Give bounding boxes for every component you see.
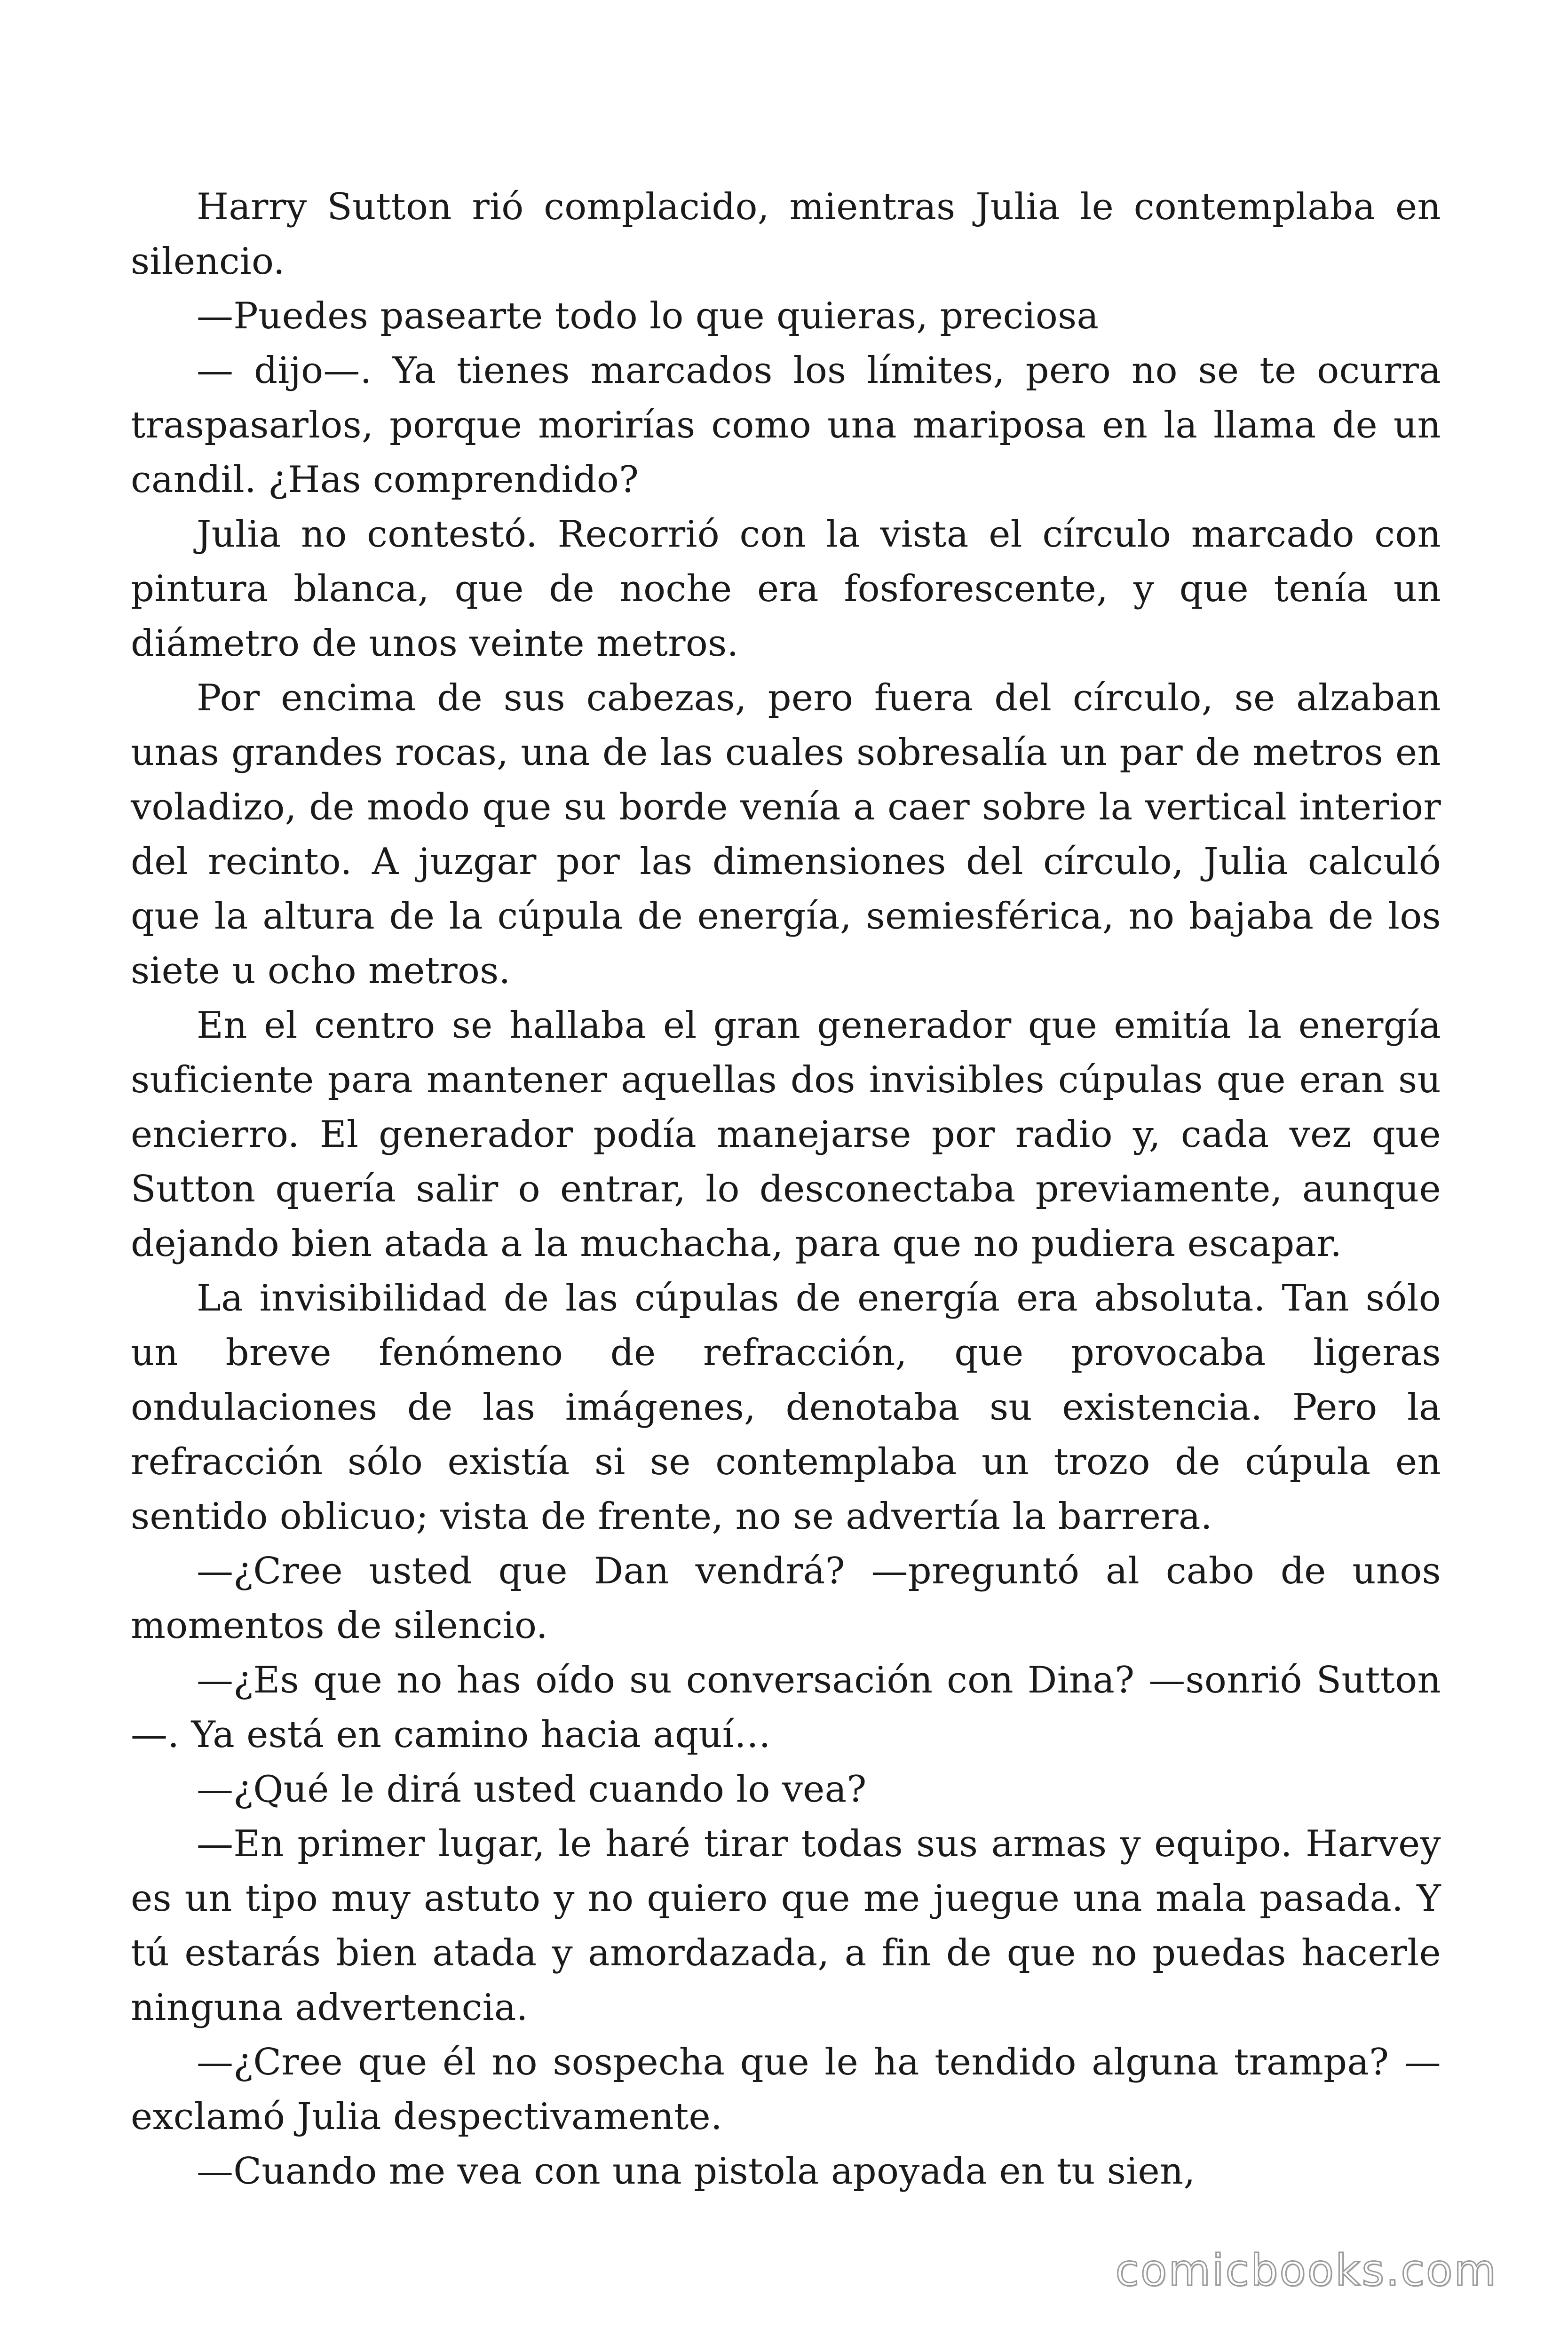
paragraph-8: —¿Cree usted que Dan vendrá? —preguntó al cabo de unos momentos de silencio. bbox=[131, 1550, 1441, 1647]
paragraph-3: — dijo—. Ya tienes marcados los límites, pero no se te ocurra traspasarlos, porque morirías como una mariposa en la llama de un candil. ¿Has comprendido? bbox=[131, 350, 1441, 501]
book-page-text bbox=[131, 180, 1441, 2199]
paragraph-1: Harry Sutton rió complacido, mientras Julia le contemplaba en silencio. bbox=[131, 186, 1441, 283]
paragraph-4: Julia no contestó. Recorrió con la vista el círculo marcado con pintura blanca, que de noche era fosforescente, y que tenía un diámetro de unos veinte metros. bbox=[131, 513, 1441, 665]
paragraph-10: —¿Qué le dirá usted cuando lo vea? bbox=[197, 1768, 867, 1811]
paragraph-13: —Cuando me vea con una pistola apoyada en tu sien, bbox=[197, 2150, 1196, 2193]
paragraph-9: —¿Es que no has oído su conversación con Dina? —sonrió Sutton—. Ya está en camino hacia aquí… bbox=[131, 1659, 1441, 1756]
paragraph-11: —En primer lugar, le haré tirar todas sus armas y equipo. Harvey es un tipo muy astuto y no quiero que me juegue una mala pasada. Y tú estarás bien atada y amordazada, a fin de que no puedas hacerle ninguna advertencia. bbox=[131, 1823, 1441, 2029]
watermark: comicbooks.com bbox=[1115, 2245, 1497, 2296]
paragraph-2: —Puedes pasearte todo lo que quieras, preciosa bbox=[197, 295, 1099, 337]
paragraph-6: En el centro se hallaba el gran generador que emitía la energía suficiente para mantener aquellas dos invisibles cúpulas que eran su encierro. El generador podía manejarse por radio y, cada vez que Sutton quería salir o entrar, lo desconectaba previamente, aunque dejando bien atada a la muchacha, para que no pudiera escapar. bbox=[131, 1004, 1441, 1265]
paragraph-7: La invisibilidad de las cúpulas de energía era absoluta. Tan sólo un breve fenómeno de refracción, que provocaba ligeras ondulaciones de las imágenes, denotaba su existencia. Pero la refracción sólo existía si se contemplaba un trozo de cúpula en sentido oblicuo; vista de frente, no se advertía la barrera. bbox=[131, 1277, 1441, 1538]
paragraph-12: —¿Cree que él no sospecha que le ha tendido alguna trampa? —exclamó Julia despectivamente. bbox=[131, 2041, 1441, 2138]
paragraph-5: Por encima de sus cabezas, pero fuera del círculo, se alzaban unas grandes rocas, una de las cuales sobresalía un par de metros en voladizo, de modo que su borde venía a caer sobre la vertical interior del recinto. A juzgar por las dimensiones del círculo, Julia calculó que la altura de la cúpula de energía, semiesférica, no bajaba de los siete u ocho metros. bbox=[131, 677, 1441, 992]
